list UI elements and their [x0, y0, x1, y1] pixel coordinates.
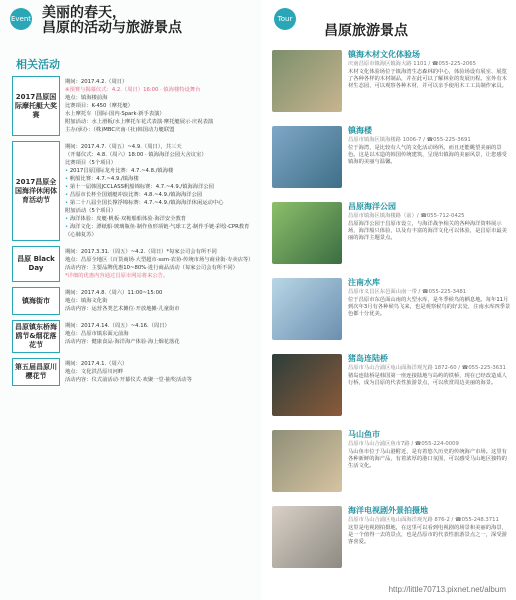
tour-photo — [272, 430, 342, 492]
tour-item — [272, 202, 512, 274]
tour-badge: Tour — [274, 8, 296, 30]
tour-photo — [272, 354, 342, 416]
tour-photo — [272, 126, 342, 188]
event-details: 期间：2017.3.31.（周五）~4.2.（周日）*每家公司会有所不同 地点：昌原全地区（百货商场·大型超市·ssm·农协·传统市场与商业街·专卖店等） 活动内容：主要品牌优惠10~80%·进行商品活动（每家公司会有所不同） *详细的优惠内容通过昌原市网站将来公告。 — [65, 249, 254, 279]
tour-item — [272, 126, 512, 198]
tour-photo — [272, 506, 342, 568]
events-subtitle: 相关活动 — [16, 58, 60, 71]
tour-address: 昌原市马山合浦区鱼市7路 / ☎055-224-0009 — [348, 441, 459, 447]
event-name: 2017昌原国际摩托艇大奖赛 — [12, 76, 60, 136]
event-name: 2017昌原全国海洋休闲体育活动节 — [12, 141, 60, 241]
event-black-day — [12, 246, 256, 282]
tour-desc: 位于昌原市东邑面山南的大型水库，是冬季候鸟的栖息地。每年11月到次年3月有各种候鸟飞来，也是观察候鸟的好去处，注南水库四季景色都十分优美。 — [348, 297, 511, 317]
tour-address: 昌原市镇海区镇海楼路（前）/ ☎055-712-0425 — [348, 213, 465, 219]
tour-title-text: 注南水库 — [348, 278, 380, 287]
tour-photo — [272, 278, 342, 340]
tour-title-text: 猪岛连陆桥 — [348, 354, 388, 363]
tour-title-text: 镇海木材文化体验场 — [348, 50, 420, 59]
event-badge: Event — [10, 8, 32, 30]
event-name: 第五届昌原川樱花节 — [12, 358, 60, 386]
tour-list — [272, 50, 512, 582]
event-motorboat — [12, 76, 256, 136]
event-name: 昌原 Black Day — [12, 246, 60, 282]
event-cherry-blossom — [12, 358, 256, 386]
tour-address: 昌原市马山合浦区龟山面海洋观光路 1872-60 / ☎055-225-3631 — [348, 365, 506, 371]
tour-column — [262, 0, 516, 600]
event-details: 期间：2017.4.8.（周六）11:00~15:00 地点：镇海文化街 活动内容：运营各类艺术摊位·开放地摊·儿童街市 — [65, 290, 180, 312]
tour-item — [272, 50, 512, 122]
tour-desc: 这里是电视剧拍摄地，在这里可以看到电视剧的场景和美丽的海景，是一个值得一去的景点，也是昌原市的代表性旅游景点之一，深受游客喜爱。 — [348, 525, 507, 545]
tour-title-text: 马山鱼市 — [348, 430, 380, 439]
tour-item — [272, 278, 512, 350]
event-details: 期间：2017.4.14.（周五）~4.16.（周日） 地点：昌原市镇东面元前海 活动内容：健康食品·海洋海产体验·海上烟花落花 — [65, 323, 180, 345]
tour-item — [272, 506, 512, 578]
event-marine-sports — [12, 141, 256, 241]
tour-title: 昌原旅游景点 — [324, 23, 408, 39]
tour-desc: 位于海湾，是比较有人气的文化活动场所。而且还能眺望美丽的景色。这是以木造的韩国传统建筑，呈现出镇海的美丽风景，让您感受镇海的美丽与温馨。 — [348, 145, 507, 165]
tour-title-text: 镇海楼 — [348, 126, 372, 135]
tour-title-text: 海洋电视剧外景拍摄地 — [348, 506, 428, 515]
tour-desc: 昌原海洋公园于昌原市设立，与海洋战争相关的各种海洋资料展示场，海洋船只体验，以及有丰富的海洋文化可以体验，是昌原市最美丽的海洋主题景点。 — [348, 221, 507, 241]
source-url: http://little70713.pixnet.net/album — [388, 585, 506, 594]
tour-address: 昌原市马山合浦区龟山面海洋观光路 876-2 / ☎055-248.3711 — [348, 517, 499, 523]
tour-address: 昌原市镇海区镇海楼路 1006-7 / ☎055-225-3691 — [348, 137, 471, 143]
event-details: 期间：2017.4.2.（周日） ※预赛与揭幕仪式：4.2.（周日）16:00 · 镇海楼特设舞台 地点：镇海楼前海 比赛项目：K-450（摩托艇） 水上摩托车（国际·国内·Spark·新手表演） 附加活动：水上滑板/水上摩托车花式表演·摩托艇展示·庆祝表演 主办/承办：（株)MBC庆南·（社)韩国动力艇联盟 — [65, 79, 214, 133]
tour-title-text: 昌原海洋公园 — [348, 202, 396, 211]
event-details: 期间：2017.4.7.（周五）~4.9.（周日），共三天 （开幕仪式：4.8.（周六）18:00 · 镇海海洋公园大舍议室） 比赛项目（5个项目） • 2017昌原国际龙舟比赛：4.7.~4.8./镇海楼 • 帆船比赛：4.7.~4.9./镇海楼 • 第十一届韩国JCCLASS帆船锦标赛：4.7.~4.9./镇海海洋公园 • 昌原市长杯全国划艇冲浪比赛：4.8.~4.9./镇海海洋公园 • 第二十八届全国长撑浮锦标赛：4.7.~4.9./镇海海洋休闲运动中心 附加活动（5个项目） • 海洋体验：皮艇·帆板·双桅船船体验·海洋安全教育 • 海洋文化：漂纸船·玻璃瓶鱼·制作鱼形项链·气球工艺·制作手链·彩绘·CPR教育（心肺复苏） — [60, 141, 256, 241]
event-list — [12, 76, 256, 391]
tour-address: 昌原市义昌区东邑面山南一带 / ☎055-225-3481 — [348, 289, 467, 295]
event-details: 期间：2017.4.1.（周六） 地点：文化洪昌原川河畔 活动内容：仪式前活动·开幕仪式·欢聚一堂·抽奖活动等 — [65, 361, 192, 383]
tour-desc: 猪岛连陆桥是韩国第一座连接陆地与岛屿的铁桥，现在已经改造成人行桥，成为昌原的代表性旅游景点，可以欣赏周边美丽的海景。 — [348, 373, 507, 386]
tour-address: 庆南昌原市镇海区镇海大路 1101 / ☎055-225-2065 — [348, 61, 477, 67]
tour-desc: 马山鱼市位于马山港附近，是有着悠久历史的传统海产市场。这里有各种新鲜的海产品，有着浓厚的港口氛围，可以感受马山地区独特的生活文化。 — [348, 449, 507, 469]
tour-photo — [272, 202, 342, 264]
tour-item — [272, 354, 512, 426]
event-name: 昌原镇东桥海鸥节&烟花落花节 — [12, 320, 60, 353]
event-title: 美丽的春天， 昌原的活动与旅游景点 — [42, 5, 182, 36]
event-seagull-festival — [12, 320, 256, 353]
event-street-market — [12, 287, 256, 315]
tour-photo — [272, 50, 342, 112]
tour-desc: 木材文化体验场位于镇海湾生态森林的中心，体验场设有展室、展览了各种各样的木材制品，并在此可以了解林业的发展历程。室外有木材生态园，可以观察各种木材，并可以亲手使用木工工具制作家具。 — [348, 69, 507, 89]
tour-item — [272, 430, 512, 502]
event-name: 镇海街市 — [12, 287, 60, 315]
